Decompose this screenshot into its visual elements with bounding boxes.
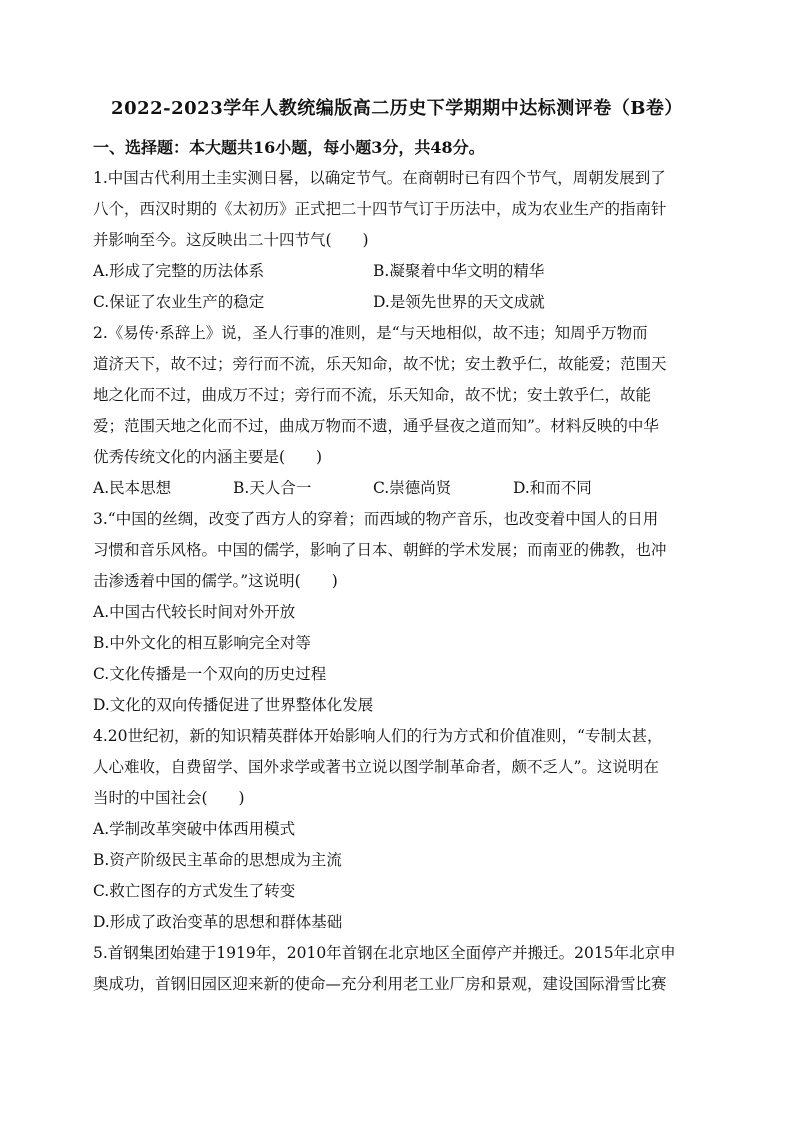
option-b: B.天人合一: [233, 479, 312, 497]
option-b: B.中外文化的相互影响完全对等: [93, 634, 311, 652]
exam-content: [93, 132, 703, 1000]
question-text-line: 人心难收，自费留学、国外求学或著书立说以图学制革命者，颇不乏人”。这说明在: [93, 758, 659, 776]
option-c: C.崇德尚贤: [373, 479, 452, 497]
question-text-line: 爱；范围天地之化而不过，曲成万物而不遗，通乎昼夜之道而知”。材料反映的中华: [93, 417, 659, 435]
option-d: D.形成了政治变革的思想和群体基础: [93, 913, 343, 931]
option-b: B.资产阶级民主革命的思想成为主流: [93, 851, 342, 869]
option-c: C.保证了农业生产的稳定: [93, 293, 265, 311]
question-text-line: 习惯和音乐风格。中国的儒学，影响了日本、朝鲜的学术发展；而南亚的佛教，也冲: [93, 541, 667, 559]
question-1: [93, 163, 703, 318]
question-text-line: 1.中国古代利用土圭实测日晷，以确定节气。在商朝时已有四个节气，周朝发展到了: [93, 169, 666, 187]
section-heading: 一、选择题：本大题共16小题，每小题3分，共48分。: [93, 138, 485, 157]
question-5: [93, 938, 703, 1000]
question-text-line: 八个，西汉时期的《太初历》正式把二十四节气订于历法中，成为农业生产的指南针: [93, 200, 667, 218]
option-c: C.文化传播是一个双向的历史过程: [93, 665, 327, 683]
question-text-line: 5.首钢集团始建于1919年，2010年首钢在北京地区全面停产并搬迁。2015年北京申: [93, 944, 676, 962]
question-text-line: 道济天下，故不过；旁行而不流，乐天知命，故不忧；安土教乎仁，故能爱；范围天: [93, 355, 667, 373]
option-a: A.形成了完整的历法体系: [93, 262, 265, 280]
question-text-line: 当时的中国社会( ): [93, 789, 245, 807]
option-d: D.是领先世界的天文成就: [373, 293, 545, 311]
question-text-line: 地之化而不过，曲成万不过；旁行而不流，乐天知命，故不忧；安土敦乎仁，故能: [93, 386, 652, 404]
question-4: [93, 721, 703, 938]
question-text-line: 2.《易传·系辞上》说，圣人行事的准则，是“与天地相似，故不违；知周乎万物而: [93, 324, 648, 342]
option-d: D.和而不同: [513, 479, 592, 497]
options-row: [93, 256, 703, 287]
page-title: 2022-2023学年人教统编版高二历史下学期期中达标测评卷（B卷）: [111, 98, 683, 119]
option-c: C.救亡图存的方式发生了转变: [93, 882, 296, 900]
question-2: [93, 318, 703, 504]
question-3: [93, 504, 703, 721]
options-row: [93, 473, 703, 504]
option-a: A.中国古代较长时间对外开放: [93, 603, 296, 621]
option-b: B.凝聚着中华文明的精华: [373, 262, 545, 280]
options-row: [93, 287, 703, 318]
question-text-line: 击渗透着中国的儒学。”这说明( ): [93, 572, 338, 590]
option-a: A.民本思想: [93, 479, 172, 497]
question-text-line: 3.“中国的丝绸，改变了西方人的穿着；而西域的物产音乐，也改变着中国人的日用: [93, 510, 659, 528]
option-a: A.学制改革突破中体西用模式: [93, 820, 296, 838]
question-text-line: 4.20世纪初，新的知识精英群体开始影响人们的行为方式和价值准则，“专制太甚，: [93, 727, 663, 745]
option-d: D.文化的双向传播促进了世界整体化发展: [93, 696, 374, 714]
question-text-line: 优秀传统文化的内涵主要是( ): [93, 448, 323, 466]
question-text-line: 并影响至今。这反映出二十四节气( ): [93, 231, 369, 249]
question-text-line: 奥成功，首钢旧园区迎来新的使命—充分利用老工业厂房和景观，建设国际滑雪比赛: [93, 975, 667, 993]
